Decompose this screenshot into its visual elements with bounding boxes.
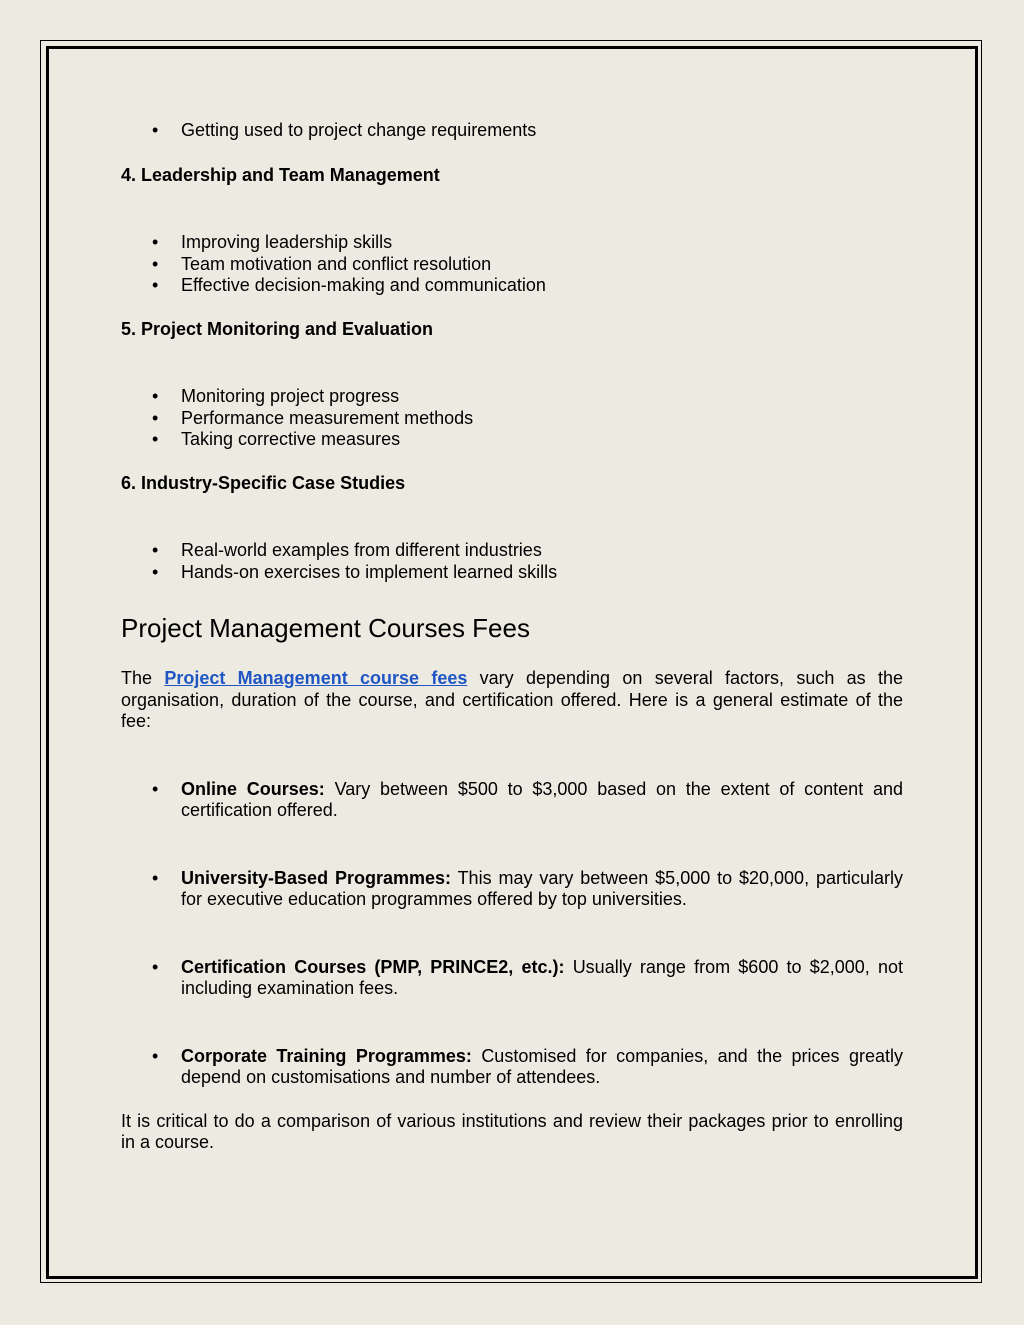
list-item: • Effective decision-making and communication — [121, 275, 903, 297]
list-item: • Team motivation and conflict resolution — [121, 254, 903, 276]
fees-link[interactable]: Project Management course fees — [164, 668, 468, 688]
section-heading-5: 5. Project Monitoring and Evaluation — [121, 318, 434, 339]
list-item: • Hands-on exercises to implement learned skills — [121, 562, 903, 584]
section-heading-6: 6. Industry-Specific Case Studies — [121, 472, 406, 493]
fee-item-text: Customised for companies, and the prices greatly depend on customisations and number of attendees. — [181, 1045, 903, 1087]
fee-item-label: Corporate Training Programmes: — [181, 1045, 472, 1066]
fee-item-university — [121, 868, 903, 911]
list-section-5 — [121, 386, 903, 451]
fees-closing: It is critical to do a comparison of various institutions and review their packages prior to enrolling in a course. — [121, 1110, 903, 1152]
list-item: • Performance measurement methods — [121, 408, 903, 430]
list-section-6 — [121, 540, 903, 583]
fees-intro-after: vary depending on several factors, such as the organisation, duration of the course, and certification offered. Here is a general estimate of the fee: — [121, 668, 903, 731]
list-section-4 — [121, 232, 903, 297]
fee-item-online — [121, 779, 903, 822]
fee-item-label: University-Based Programmes: — [181, 867, 451, 888]
fee-item-corporate — [121, 1046, 903, 1089]
section-heading-4: 4. Leadership and Team Management — [121, 164, 440, 185]
document-body — [121, 120, 903, 1154]
fees-list — [121, 779, 903, 1089]
fee-item-certification — [121, 957, 903, 1000]
fee-item-text: Usually range from $600 to $2,000, not including examination fees. — [181, 956, 903, 998]
fee-item-text: This may vary between $5,000 to $20,000, particularly for executive education programmes offered by top universities. — [181, 867, 903, 909]
fee-item-text: Vary between $500 to $3,000 based on the extent of content and certification offered. — [181, 778, 903, 820]
fee-item-label: Certification Courses (PMP, PRINCE2, etc.): — [181, 956, 565, 977]
fee-item-label: Online Courses: — [181, 778, 325, 799]
list-item: • Taking corrective measures — [121, 429, 903, 451]
list-item: • Improving leadership skills — [121, 232, 903, 254]
fees-intro — [121, 668, 903, 733]
fees-title: Project Management Courses Fees — [121, 613, 530, 643]
list-item: • Getting used to project change requirements — [121, 120, 903, 142]
list-prev-section — [121, 120, 903, 142]
list-item: • Monitoring project progress — [121, 386, 903, 408]
fees-intro-before: The — [121, 668, 153, 688]
list-item: • Real-world examples from different industries — [121, 540, 903, 562]
